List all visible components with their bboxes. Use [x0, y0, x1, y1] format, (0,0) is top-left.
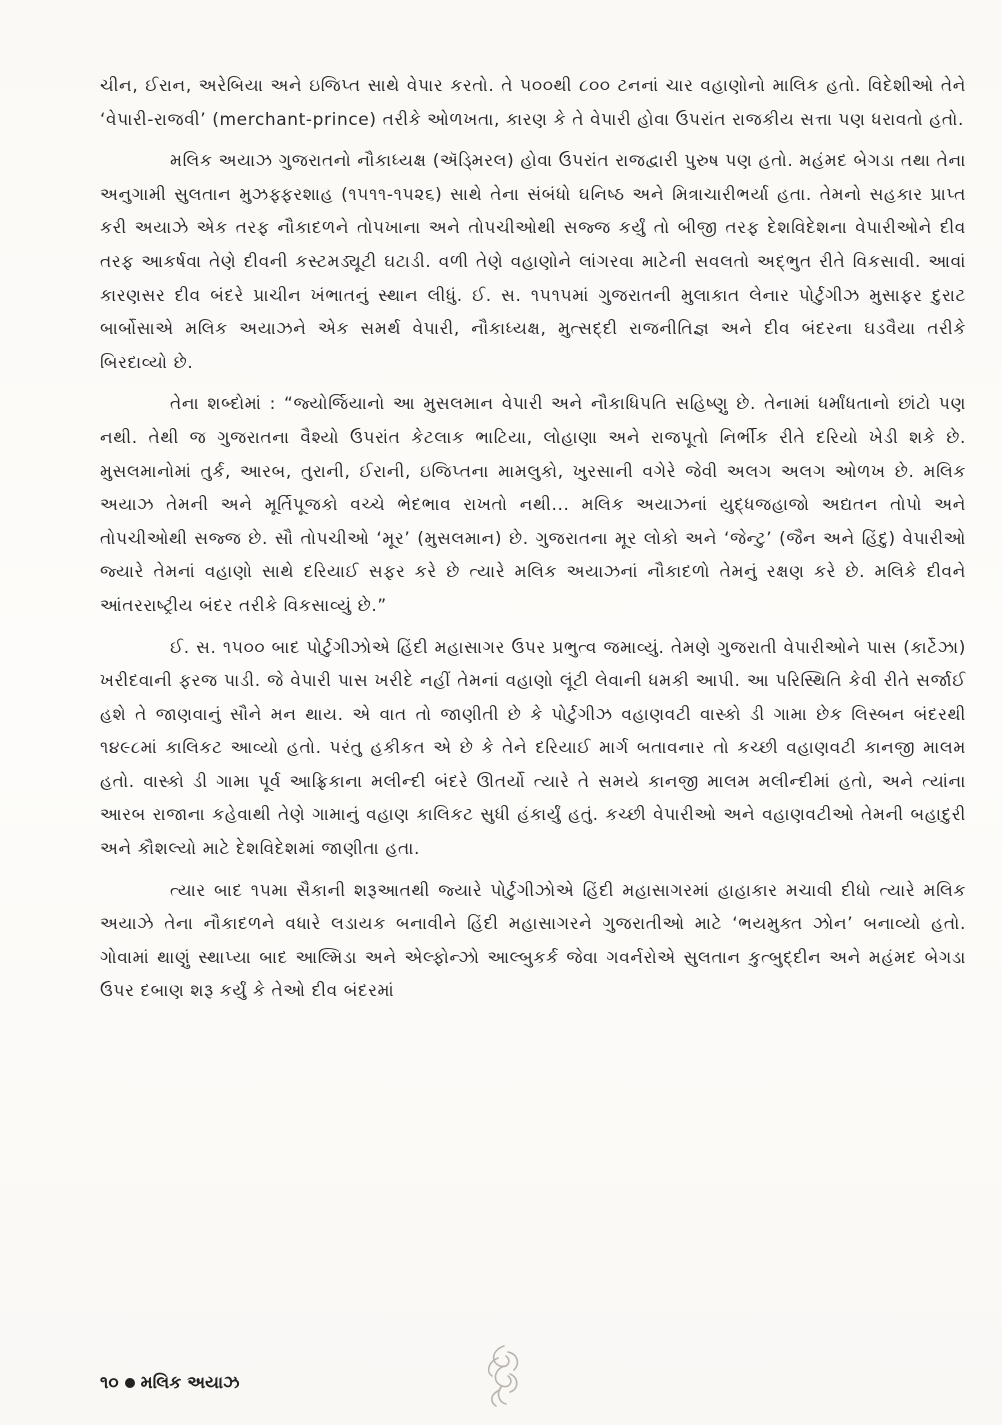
paragraph-1: ચીન, ઈરાન, અરેબિયા અને ઇજિપ્ત સાથે વેપાર કરતો. તે ૫૦૦થી ૮૦૦ ટનનાં ચાર વહાણોનો માલિક હતો. વિદેશીઓ તેને ‘વેપારી-રાજવી’ (merchant-prince) તરીકે ઓળખતા, કારણ કે તે વેપારી હોવા ઉપરાંત રાજકીય સત્તા પણ ધરાવતો હતો.: [100, 76, 966, 130]
page-footer: [100, 1373, 239, 1393]
bullet-icon: [125, 1378, 135, 1388]
decorative-ornament-icon: [478, 1340, 530, 1410]
paragraph-5: ત્યાર બાદ ૧૫મા સૈકાની શરૂઆતથી જ્યારે પોર્ટુગીઝોએ હિંદી મહાસાગરમાં હાહાકાર મચાવી દીધો ત્યારે મલિક અયાઝે તેના નૌકાદળને વધારે લડાયક બનાવીને હિંદી મહાસાગરને ગુજરાતીઓ માટે ‘ભયમુક્ત ઝોન’ બનાવ્યો હતો. ગોવામાં થાણું સ્થાપ્યા બાદ આલ્મિડા અને એલ્ફોન્ઝો આલ્બુકર્ક જેવા ગવર્નરોએ સુલતાન કુત્બુદ્દીન અને મહંમદ બેગડા ઉપર દબાણ શરૂ કર્યું કે તેઓ દીવ બંદરમાં: [100, 880, 966, 1002]
body-text: [100, 70, 966, 1017]
paragraph-4: ઈ. સ. ૧૫૦૦ બાદ પોર્ટુગીઝોએ હિંદી મહાસાગર ઉપર પ્રભુત્વ જમાવ્યું. તેમણે ગુજરાતી વેપારીઓને પાસ (કાર્ટેઝા) ખરીદવાની ફરજ પાડી. જે વેપારી પાસ ખરીદે નહીં તેમનાં વહાણો લૂંટી લેવાની ધમકી આપી. આ પરિસ્થિતિ કેવી રીતે સર્જાઈ હશે તે જાણવાનું સૌને મન થાય. એ વાત તો જાણીતી છે કે પોર્ટુગીઝ વહાણવટી વાસ્કો ડી ગામા છેક લિસ્બન બંદરથી ૧૪૯૮માં કાલિકટ આવ્યો હતો. પરંતુ હકીકત એ છે કે તેને દરિયાઈ માર્ગ બતાવનાર તો કચ્છી વહાણવટી કાનજી માલમ હતો. વાસ્કો ડી ગામા પૂર્વ આફ્રિકાના મલીન્દી બંદરે ઊતર્યો ત્યારે તે સમયે કાનજી માલમ મલીન્દીમાં હતો, અને ત્યાંના આરબ રાજાના કહેવાથી તેણે ગામાનું વહાણ કાલિકટ સુધી હંકાર્યું હતું. કચ્છી વેપારીઓ અને વહાણવટીઓ તેમની બહાદુરી અને કૌશલ્યો માટે દેશવિદેશમાં જાણીતા હતા.: [100, 637, 966, 860]
paragraph-3: તેના શબ્દોમાં : “જ્યોર્જિયાનો આ મુસલમાન વેપારી અને નૌકાધિપતિ સહિષ્ણુ છે. તેનામાં ધર્માંધતાનો છાંટો પણ નથી. તેથી જ ગુજરાતના વૈશ્યો ઉપરાંત કેટલાક ભાટિયા, લોહાણા અને રાજપૂતો નિર્ભીક રીતે દરિયો ખેડી શકે છે. મુસલમાનોમાં તુર્ક, આરબ, તુરાની, ઈરાની, ઇજિપ્તના મામલુકો, ખુરસાની વગેરે જેવી અલગ અલગ ઓળખ છે. મલિક અયાઝ તેમની અને મૂર્તિપૂજકો વચ્ચે ભેદભાવ રાખતો નથી... મલિક અયાઝનાં યુદ્ધજહાજો અદ્યતન તોપો અને તોપચીઓથી સજ્જ છે. સૌ તોપચીઓ ‘મૂર’ (મુસલમાન) છે. ગુજરાતના મૂર લોકો અને ‘જેન્ટુ’ (જૈન અને હિંદુ) વેપારીઓ જ્યારે તેમનાં વહાણો સાથે દરિયાઈ સફર કરે છે ત્યારે મલિક અયાઝનાં નૌકાદળો તેમનું રક્ષણ કરે છે. મલિકે દીવને આંતરરાષ્ટ્રીય બંદર તરીકે વિકસાવ્યું છે.”: [100, 394, 966, 616]
running-title: મલિક અયાઝ: [140, 1373, 240, 1393]
paragraph-2: મલિક અયાઝ ગુજરાતનો નૌકાધ્યક્ષ (ઍડ્મિરલ) હોવા ઉપરાંત રાજદ્વારી પુરુષ પણ હતો. મહંમદ બેગડા તથા તેના અનુગામી સુલતાન મુઝફ્ફરશાહ (૧૫૧૧-૧૫૨૬) સાથે તેના સંબંધો ઘનિષ્ઠ અને મિત્રાચારીભર્યા હતા. તેમનો સહકાર પ્રાપ્ત કરી અયાઝે એક તરફ નૌકાદળને તોપખાના અને તોપચીઓથી સજ્જ કર્યું તો બીજી તરફ દેશવિદેશના વેપારીઓને દીવ તરફ આકર્ષવા તેણે દીવની કસ્ટમડ્યૂટી ઘટાડી. વળી તેણે વહાણોને લાંગરવા માટેની સવલતો અદ્ભુત રીતે વિકસાવી. આવાં કારણસર દીવ બંદરે પ્રાચીન ખંભાતનું સ્થાન લીધું. ઈ. સ. ૧૫૧૫માં ગુજરાતની મુલાકાત લેનાર પોર્ટુગીઝ મુસાફર દુરાટ બાર્બોસાએ મલિક અયાઝને એક સમર્થ વેપારી, નૌકાધ્યક્ષ, મુત્સદ્દી રાજનીતિજ્ઞ અને દીવ બંદરના ઘડવૈયા તરીકે બિરદાવ્યો છે.: [100, 151, 966, 373]
page-number: ૧૦: [100, 1373, 119, 1393]
